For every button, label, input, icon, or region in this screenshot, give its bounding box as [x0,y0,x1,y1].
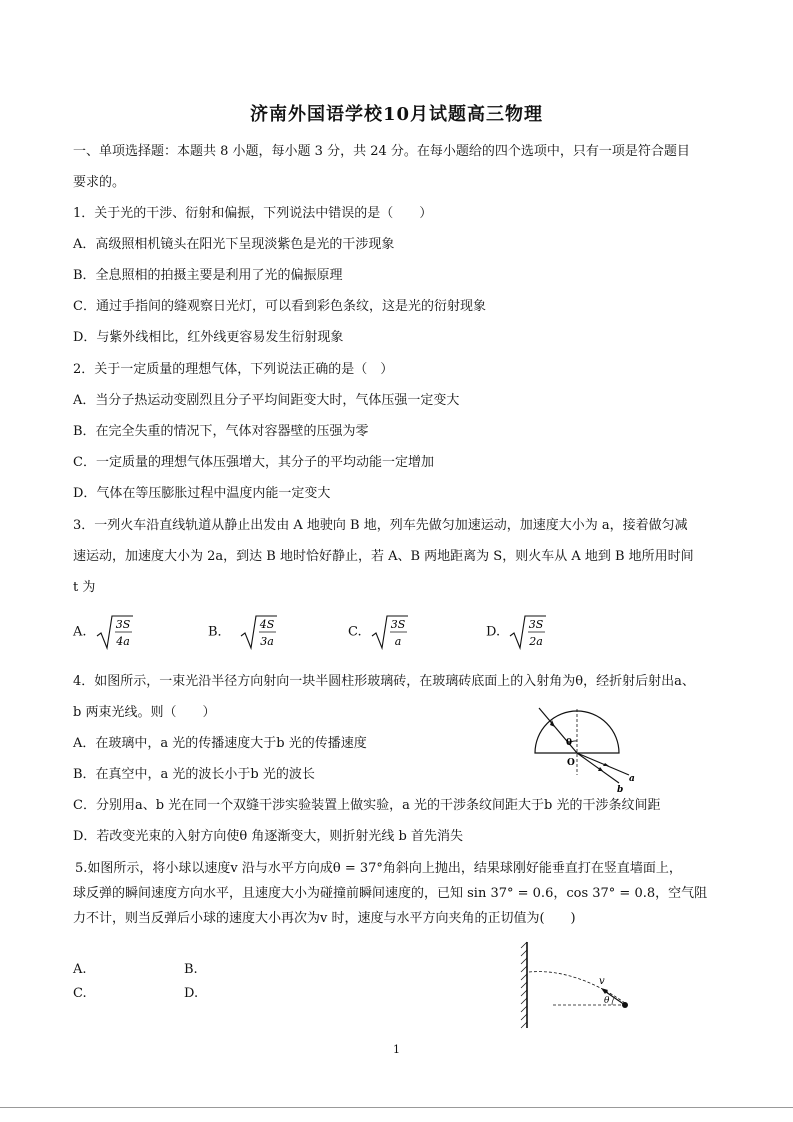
q4-option-c: C．分别用a、b 光在同一个双缝干涉实验装置上做实验，a 光的干涉条纹间距大于b 光的干涉条纹间距 [73,798,661,813]
page-number: 1 [393,1043,400,1056]
q1-stem: 1．关于光的干涉、衍射和偏振，下列说法中错误的是（ ） [73,206,433,221]
q4-option-a: A．在玻璃中，a 光的传播速度大于b 光的传播速度 [73,736,367,751]
q4-stem-line1: 4．如图所示，一束光沿半径方向射向一块半圆柱形玻璃砖，在玻璃砖底面上的入射角为θ，经折射后射出a、 [73,674,695,689]
q3-option-c [348,612,410,652]
q2-option-b: B．在完全失重的情况下，气体对容器壁的压强为零 [73,424,369,439]
footer-divider [0,1107,793,1108]
ball [622,1002,628,1008]
q3-option-d [486,612,548,652]
figure-velocity-label: v [599,976,605,987]
section-instructions-line1: 一、单项选择题：本题共 8 小题，每小题 3 分，共 24 分。在每小题给的四个选项中，只有一项是符合题目 [73,144,690,159]
q5-stem-line2: 球反弹的瞬间速度方向水平，且速度大小为碰撞前瞬间速度的，已知 sin 37° = 0.6，cos 37° = 0.8，空气阻 [73,886,708,901]
q1-option-d: D．与紫外线相比，红外线更容易发生衍射现象 [73,330,344,345]
q5-option-d: D. [184,986,199,1001]
sqrt-radical [239,612,279,652]
q5-stem-line3: 力不计，则当反弹后小球的速度大小再次为v 时，速度与水平方向夹角的正切值为( ) [73,911,576,926]
q3-option-d-label: D. [486,624,501,640]
q2-stem: 2．关于一定质量的理想气体，下列说法正确的是（ ） [73,362,394,377]
q1-option-b: B．全息照相的拍摄主要是利用了光的偏振原理 [73,268,343,283]
q3-option-d-denominator: 2a [529,635,544,648]
q3-option-b-numerator: 4S [259,618,274,631]
q5-option-a: A. [73,962,87,977]
figure-ray-a-label: a [629,774,635,784]
q3-option-d-numerator: 3S [528,618,544,631]
q2-option-c: C．一定质量的理想气体压强增大，其分子的平均动能一定增加 [73,455,434,470]
q4-stem-line2: b 两束光线。则（ ） [73,705,216,720]
page-title: 济南外国语学校10月试题高三物理 [249,104,544,125]
figure-origin-label: O [567,758,575,768]
q1-option-c: C．通过手指间的缝观察日光灯，可以看到彩色条纹，这是光的衍射现象 [73,299,486,314]
q2-option-a: A．当分子热运动变剧烈且分子平均间距变大时，气体压强一定变大 [73,393,460,408]
sqrt-radical [370,612,410,652]
figure-ray-b-label: b [617,785,624,795]
q3-stem-line1: 3．一列火车沿直线轨道从静止出发由 A 地驶向 B 地，列车先做匀加速运动，加速度大小为 a，接着做匀减 [73,518,688,533]
q3-option-b-denominator: 3a [259,635,274,648]
q4-option-b: B．在真空中，a 光的波长小于b 光的波长 [73,767,315,782]
trajectory-path [529,972,625,1003]
q2-option-d: D．气体在等压膨胀过程中温度内能一定变大 [73,486,331,501]
q1-option-a: A．高级照相机镜头在阳光下呈现淡紫色是光的干涉现象 [73,237,395,252]
figure-theta-label: θ [566,738,573,748]
q3-stem-line2: 速运动，加速度大小为 2a，到达 B 地时恰好静止，若 A、B 两地距离为 S，则火车从 A 地到 B 地所用时间 [73,549,694,564]
q3-option-a-numerator: 3S [115,618,130,631]
q3-option-c-label: C. [348,624,362,640]
figure-angle-label: θ [604,996,610,1006]
q5-stem-line1: 5.如图所示，将小球以速度v 沿与水平方向成θ = 37°角斜向上抛出，结果球刚好能垂直打在竖直墙面上， [75,861,682,876]
q3-option-b [208,612,279,652]
sqrt-radical [508,612,548,652]
q5-wall-projectile-figure [515,938,640,1033]
q3-option-a-label: A. [73,624,87,640]
q3-option-b-label: B． [208,624,231,640]
q4-option-d: D．若改变光束的入射方向使θ 角逐渐变大，则折射光线 b 首先消失 [73,829,463,844]
q3-option-c-numerator: 3S [390,618,406,631]
q5-option-c: C. [73,986,87,1001]
q3-option-a [73,612,135,652]
q3-option-a-denominator: 4a [115,635,130,648]
sqrt-radical [95,612,135,652]
q5-option-b: B. [184,962,198,977]
q3-stem-line3: t 为 [73,580,96,595]
q4-semicircle-glass-figure [525,703,645,795]
wall-hatching [521,942,527,1028]
q3-option-c-denominator: a [394,635,402,648]
section-instructions-line2: 要求的。 [73,175,126,190]
